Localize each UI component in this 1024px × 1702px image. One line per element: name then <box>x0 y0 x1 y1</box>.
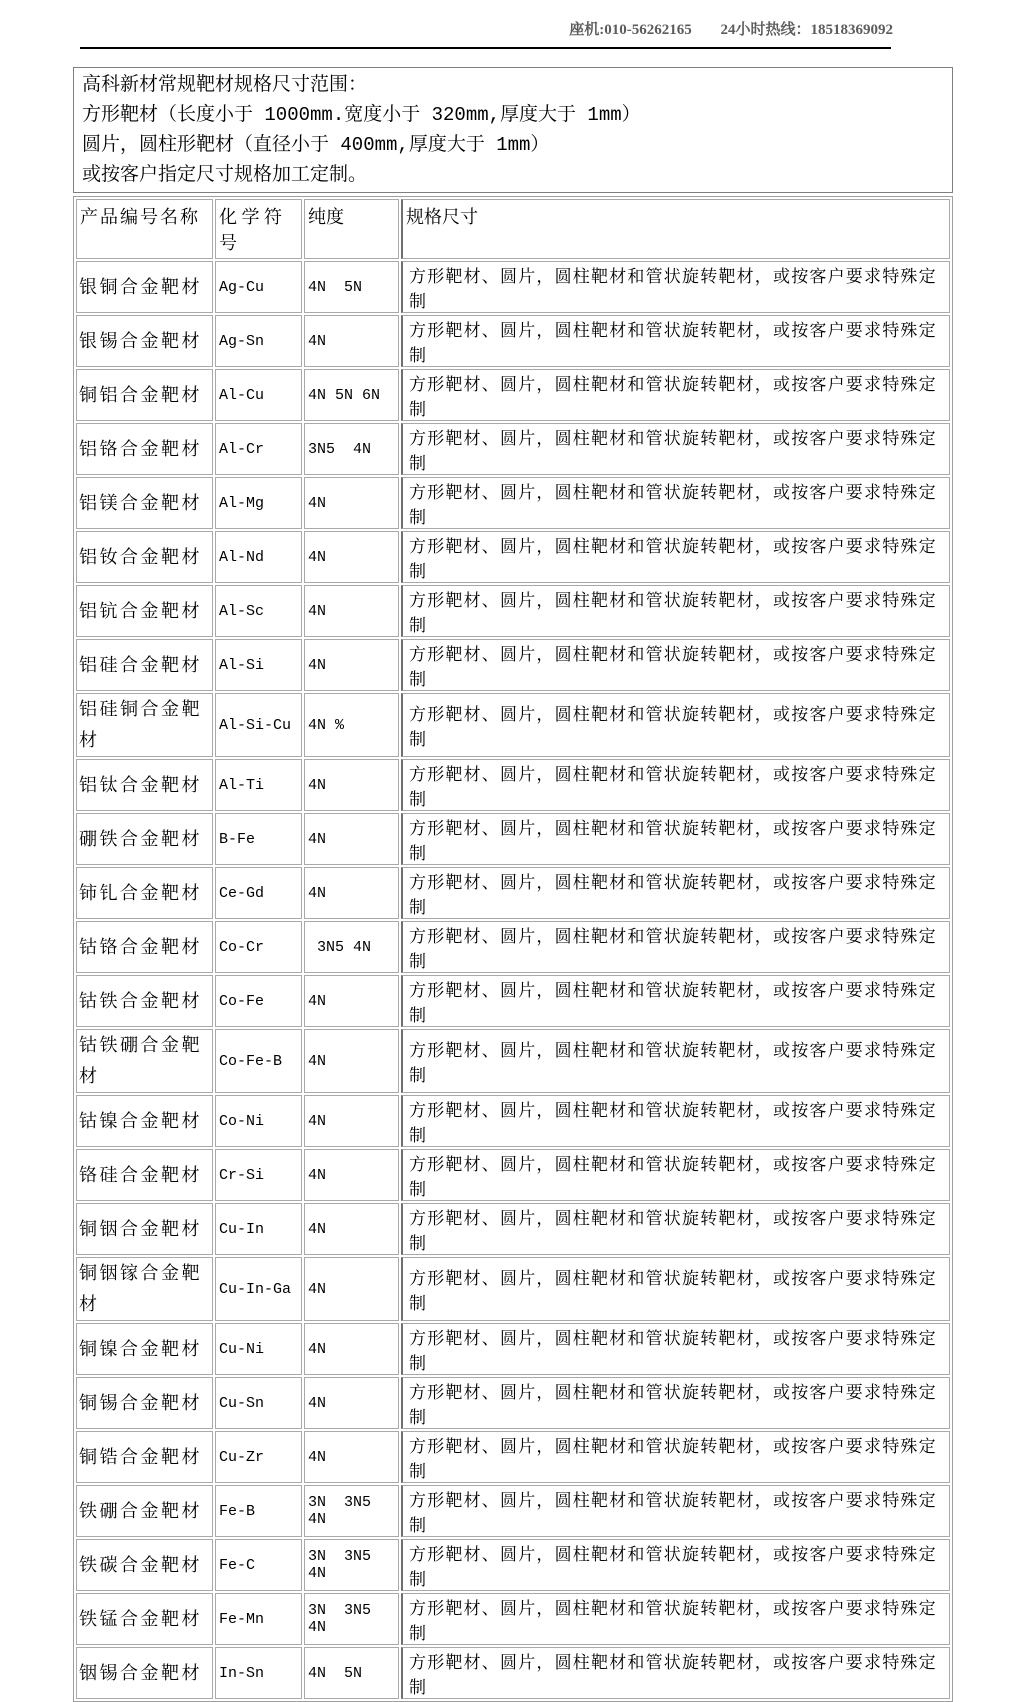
product-name-cell: 铝钪合金靶材 <box>76 585 213 637</box>
purity-cell: 4N <box>304 1431 399 1483</box>
purity-cell: 4N 5N <box>304 1647 399 1699</box>
product-name-cell: 铝铬合金靶材 <box>76 423 213 475</box>
purity-cell: 4N <box>304 531 399 583</box>
chemical-symbol-cell: Cu-In <box>215 1203 302 1255</box>
product-name-cell: 钴铁硼合金靶材 <box>76 1029 213 1093</box>
product-name-cell: 钴铁合金靶材 <box>76 975 213 1027</box>
chemical-symbol-cell: Cr-Si <box>215 1149 302 1201</box>
chemical-symbol-cell: Fe-B <box>215 1485 302 1537</box>
chemical-symbol-cell: Co-Fe <box>215 975 302 1027</box>
chemical-symbol-cell: Al-Ti <box>215 759 302 811</box>
product-name-cell: 铜镍合金靶材 <box>76 1323 213 1375</box>
chemical-symbol-cell: Co-Fe-B <box>215 1029 302 1093</box>
purity-cell: 4N <box>304 585 399 637</box>
header-divider <box>80 47 891 49</box>
table-row <box>76 1593 950 1645</box>
product-name-cell: 铜铟合金靶材 <box>76 1203 213 1255</box>
chemical-symbol-cell: Co-Cr <box>215 921 302 973</box>
spec-range-box <box>73 67 953 193</box>
intro-line-square: 方形靶材（长度小于 1000mm.宽度小于 320mm,厚度大于 1mm） <box>82 104 641 126</box>
table-row <box>76 1323 950 1375</box>
chemical-symbol-cell: Al-Sc <box>215 585 302 637</box>
purity-cell: 4N <box>304 1377 399 1429</box>
spec-cell: 方形靶材、圆片，圆柱靶材和管状旋转靶材，或按客户要求特殊定制 <box>401 759 950 811</box>
purity-cell: 4N <box>304 759 399 811</box>
spec-cell: 方形靶材、圆片，圆柱靶材和管状旋转靶材，或按客户要求特殊定制 <box>401 1257 950 1321</box>
contact-header <box>0 0 893 39</box>
spec-cell: 方形靶材、圆片，圆柱靶材和管状旋转靶材，或按客户要求特殊定制 <box>401 1095 950 1147</box>
spec-cell: 方形靶材、圆片，圆柱靶材和管状旋转靶材，或按客户要求特殊定制 <box>401 1029 950 1093</box>
table-row <box>76 1149 950 1201</box>
spec-cell: 方形靶材、圆片，圆柱靶材和管状旋转靶材，或按客户要求特殊定制 <box>401 1149 950 1201</box>
product-name-cell: 铝钕合金靶材 <box>76 531 213 583</box>
spec-cell: 方形靶材、圆片，圆柱靶材和管状旋转靶材，或按客户要求特殊定制 <box>401 975 950 1027</box>
spec-cell: 方形靶材、圆片，圆柱靶材和管状旋转靶材，或按客户要求特殊定制 <box>401 639 950 691</box>
product-name-cell: 钴铬合金靶材 <box>76 921 213 973</box>
product-name-cell: 铁硼合金靶材 <box>76 1485 213 1537</box>
chemical-symbol-cell: Al-Cu <box>215 369 302 421</box>
chemical-symbol-cell: B-Fe <box>215 813 302 865</box>
purity-cell: 4N <box>304 477 399 529</box>
table-row <box>76 1257 950 1321</box>
spec-cell: 方形靶材、圆片，圆柱靶材和管状旋转靶材，或按客户要求特殊定制 <box>401 423 950 475</box>
table-row <box>76 921 950 973</box>
column-header-purity: 纯度 <box>304 199 399 259</box>
purity-cell: 4N % <box>304 693 399 757</box>
spec-cell: 方形靶材、圆片，圆柱靶材和管状旋转靶材，或按客户要求特殊定制 <box>401 1485 950 1537</box>
purity-cell: 4N <box>304 1029 399 1093</box>
hotline-phone-label: 24小时热线：18518369092 <box>720 22 893 38</box>
chemical-symbol-cell: Cu-Zr <box>215 1431 302 1483</box>
purity-cell: 4N <box>304 639 399 691</box>
spec-cell: 方形靶材、圆片，圆柱靶材和管状旋转靶材，或按客户要求特殊定制 <box>401 693 950 757</box>
purity-cell: 3N 3N5 4N <box>304 1593 399 1645</box>
purity-cell: 4N 5N 6N <box>304 369 399 421</box>
spec-cell: 方形靶材、圆片，圆柱靶材和管状旋转靶材，或按客户要求特殊定制 <box>401 1539 950 1591</box>
table-row <box>76 1377 950 1429</box>
table-row <box>76 423 950 475</box>
table-body <box>76 261 950 1699</box>
spec-cell: 方形靶材、圆片，圆柱靶材和管状旋转靶材，或按客户要求特殊定制 <box>401 867 950 919</box>
chemical-symbol-cell: Cu-Ni <box>215 1323 302 1375</box>
chemical-symbol-cell: Cu-In-Ga <box>215 1257 302 1321</box>
product-name-cell: 铜铝合金靶材 <box>76 369 213 421</box>
table-header-row <box>76 199 950 259</box>
spec-cell: 方形靶材、圆片，圆柱靶材和管状旋转靶材，或按客户要求特殊定制 <box>401 1593 950 1645</box>
table-row <box>76 759 950 811</box>
spec-cell: 方形靶材、圆片，圆柱靶材和管状旋转靶材，或按客户要求特殊定制 <box>401 1323 950 1375</box>
product-name-cell: 铁锰合金靶材 <box>76 1593 213 1645</box>
table-row <box>76 585 950 637</box>
table-row <box>76 1485 950 1537</box>
chemical-symbol-cell: Ag-Sn <box>215 315 302 367</box>
table-row <box>76 867 950 919</box>
chemical-symbol-cell: Al-Cr <box>215 423 302 475</box>
chemical-symbol-cell: Al-Si <box>215 639 302 691</box>
product-name-cell: 铝硅合金靶材 <box>76 639 213 691</box>
chemical-symbol-cell: In-Sn <box>215 1647 302 1699</box>
product-name-cell: 铁碳合金靶材 <box>76 1539 213 1591</box>
product-name-cell: 铝钛合金靶材 <box>76 759 213 811</box>
spec-cell: 方形靶材、圆片，圆柱靶材和管状旋转靶材，或按客户要求特殊定制 <box>401 1377 950 1429</box>
spec-cell: 方形靶材、圆片，圆柱靶材和管状旋转靶材，或按客户要求特殊定制 <box>401 369 950 421</box>
spec-cell: 方形靶材、圆片，圆柱靶材和管状旋转靶材，或按客户要求特殊定制 <box>401 813 950 865</box>
purity-cell: 4N 5N <box>304 261 399 313</box>
table-row <box>76 261 950 313</box>
intro-line-custom: 或按客户指定尺寸规格加工定制。 <box>82 164 368 186</box>
purity-cell: 3N5 4N <box>304 921 399 973</box>
spec-cell: 方形靶材、圆片，圆柱靶材和管状旋转靶材，或按客户要求特殊定制 <box>401 315 950 367</box>
chemical-symbol-cell: Al-Mg <box>215 477 302 529</box>
column-header-chemical-symbol: 化 学 符号 <box>215 199 302 259</box>
column-header-spec-size: 规格尺寸 <box>401 199 950 259</box>
table-row <box>76 369 950 421</box>
spec-cell: 方形靶材、圆片，圆柱靶材和管状旋转靶材，或按客户要求特殊定制 <box>401 1203 950 1255</box>
spec-cell: 方形靶材、圆片，圆柱靶材和管状旋转靶材，或按客户要求特殊定制 <box>401 921 950 973</box>
purity-cell: 3N5 4N <box>304 423 399 475</box>
spec-cell: 方形靶材、圆片，圆柱靶材和管状旋转靶材，或按客户要求特殊定制 <box>401 531 950 583</box>
product-name-cell: 铟锡合金靶材 <box>76 1647 213 1699</box>
purity-cell: 4N <box>304 813 399 865</box>
spec-cell: 方形靶材、圆片，圆柱靶材和管状旋转靶材，或按客户要求特殊定制 <box>401 477 950 529</box>
product-name-cell: 硼铁合金靶材 <box>76 813 213 865</box>
purity-cell: 3N 3N5 4N <box>304 1485 399 1537</box>
table-row <box>76 1431 950 1483</box>
table-row <box>76 639 950 691</box>
product-name-cell: 铈钆合金靶材 <box>76 867 213 919</box>
table-row <box>76 1203 950 1255</box>
column-header-product-name: 产品编号名称 <box>76 199 213 259</box>
chemical-symbol-cell: Ag-Cu <box>215 261 302 313</box>
table-row <box>76 1095 950 1147</box>
purity-cell: 4N <box>304 1257 399 1321</box>
product-name-cell: 银铜合金靶材 <box>76 261 213 313</box>
target-spec-table <box>73 196 953 1702</box>
spec-cell: 方形靶材、圆片，圆柱靶材和管状旋转靶材，或按客户要求特殊定制 <box>401 1647 950 1699</box>
product-name-cell: 铬硅合金靶材 <box>76 1149 213 1201</box>
product-name-cell: 铜锡合金靶材 <box>76 1377 213 1429</box>
purity-cell: 4N <box>304 315 399 367</box>
table-row <box>76 315 950 367</box>
product-name-cell: 银锡合金靶材 <box>76 315 213 367</box>
chemical-symbol-cell: Cu-Sn <box>215 1377 302 1429</box>
chemical-symbol-cell: Al-Nd <box>215 531 302 583</box>
spec-cell: 方形靶材、圆片，圆柱靶材和管状旋转靶材，或按客户要求特殊定制 <box>401 1431 950 1483</box>
intro-line-title: 高科新材常规靶材规格尺寸范围： <box>82 74 368 96</box>
landline-phone-label: 座机:010-56262165 <box>569 22 692 38</box>
product-name-cell: 钴镍合金靶材 <box>76 1095 213 1147</box>
chemical-symbol-cell: Co-Ni <box>215 1095 302 1147</box>
spec-cell: 方形靶材、圆片，圆柱靶材和管状旋转靶材，或按客户要求特殊定制 <box>401 261 950 313</box>
purity-cell: 3N 3N5 4N <box>304 1539 399 1591</box>
product-name-cell: 铝镁合金靶材 <box>76 477 213 529</box>
purity-cell: 4N <box>304 1095 399 1147</box>
spec-cell: 方形靶材、圆片，圆柱靶材和管状旋转靶材，或按客户要求特殊定制 <box>401 585 950 637</box>
product-name-cell: 铝硅铜合金靶材 <box>76 693 213 757</box>
table-row <box>76 1647 950 1699</box>
purity-cell: 4N <box>304 1149 399 1201</box>
purity-cell: 4N <box>304 867 399 919</box>
chemical-symbol-cell: Ce-Gd <box>215 867 302 919</box>
product-name-cell: 铜锆合金靶材 <box>76 1431 213 1483</box>
table-row <box>76 975 950 1027</box>
purity-cell: 4N <box>304 1323 399 1375</box>
product-name-cell: 铜铟镓合金靶材 <box>76 1257 213 1321</box>
table-row <box>76 693 950 757</box>
table-row <box>76 1029 950 1093</box>
chemical-symbol-cell: Al-Si-Cu <box>215 693 302 757</box>
table-row <box>76 813 950 865</box>
table-row <box>76 531 950 583</box>
chemical-symbol-cell: Fe-Mn <box>215 1593 302 1645</box>
purity-cell: 4N <box>304 1203 399 1255</box>
intro-line-round: 圆片，圆柱形靶材（直径小于 400mm,厚度大于 1mm） <box>82 134 550 156</box>
table-row <box>76 477 950 529</box>
table-row <box>76 1539 950 1591</box>
chemical-symbol-cell: Fe-C <box>215 1539 302 1591</box>
purity-cell: 4N <box>304 975 399 1027</box>
